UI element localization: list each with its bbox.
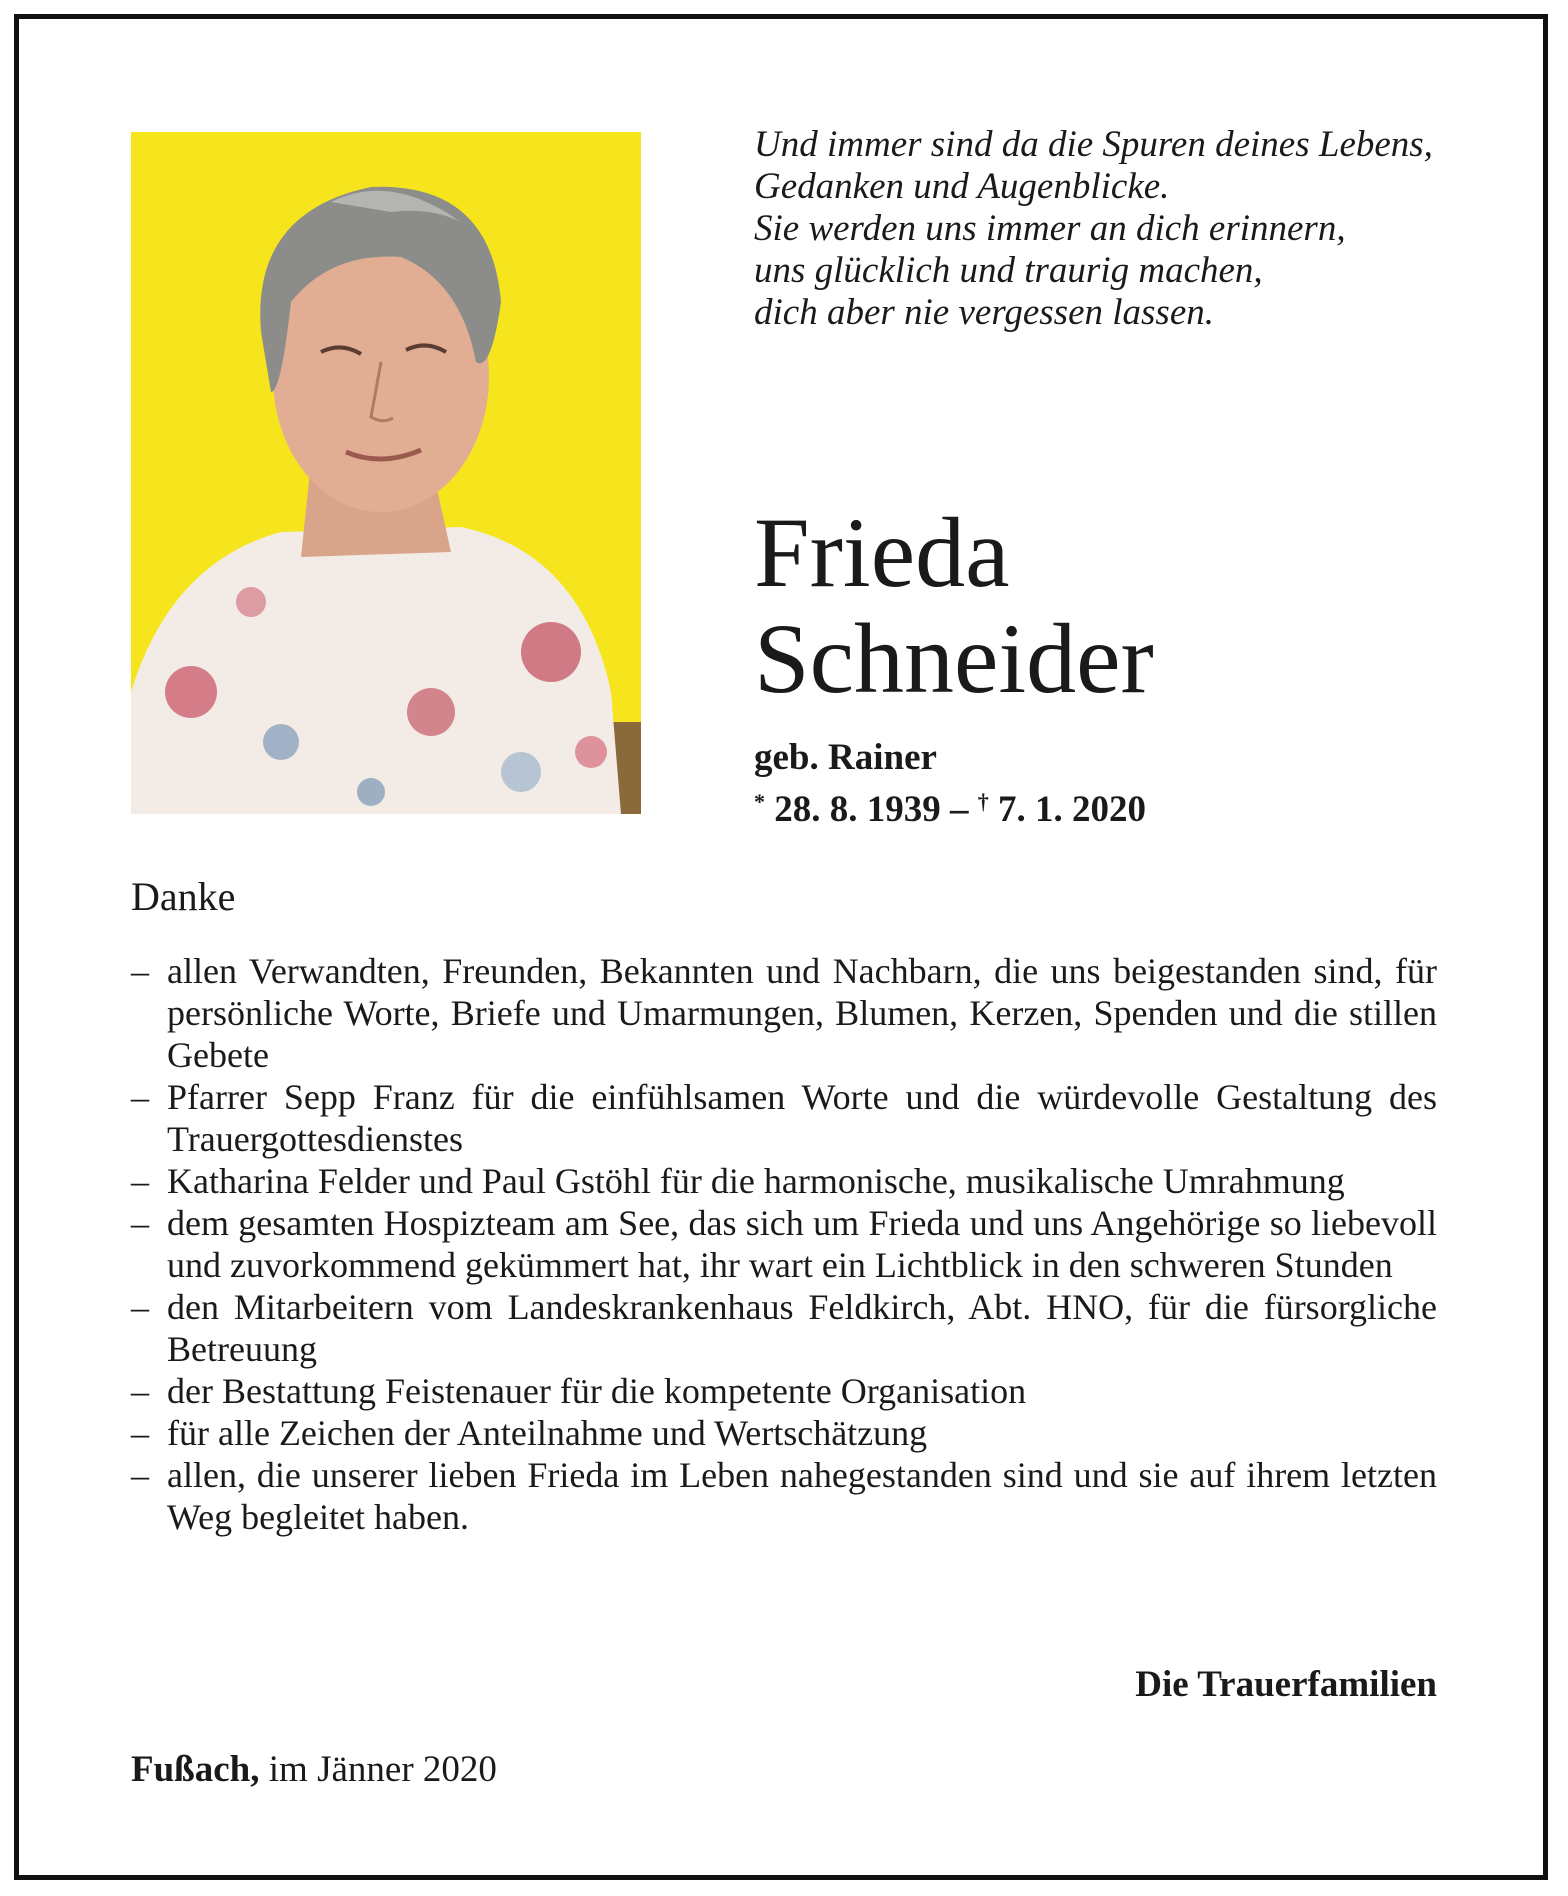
list-item: [131, 1076, 1437, 1160]
verse-line: Und immer sind da die Spuren deines Lebens,: [754, 124, 1433, 165]
last-name: Schneider: [754, 603, 1154, 714]
list-item: [131, 950, 1437, 1076]
list-item: [131, 1454, 1437, 1538]
dash-bullet: –: [131, 1371, 149, 1411]
dash-bullet: –: [131, 1287, 149, 1327]
list-item-text: Pfarrer Sepp Franz für die einfühlsamen Worte und die würdevolle Gestaltung des Trauergottesdienstes: [167, 1077, 1437, 1159]
birth-name: geb. Rainer: [754, 737, 937, 778]
list-item: [131, 1286, 1437, 1370]
portrait-photo: [131, 132, 641, 814]
birth-date: 28. 8. 1939: [774, 789, 941, 830]
deceased-name: [754, 497, 1154, 714]
verse-line: uns glücklich und traurig machen,: [754, 250, 1263, 291]
verse-line: Gedanken und Augenblicke.: [754, 166, 1170, 207]
date-text: im Jänner 2020: [268, 1749, 497, 1790]
memorial-verse: [754, 124, 1514, 334]
verse-line: Sie werden uns immer an dich erinnern,: [754, 208, 1346, 249]
family-signature: Die Trauerfamilien: [1135, 1664, 1437, 1705]
dash-bullet: –: [131, 1455, 149, 1495]
place-and-date: [131, 1748, 497, 1792]
list-item-text: für alle Zeichen der Anteilnahme und Wertschätzung: [167, 1413, 928, 1453]
birth-symbol: *: [754, 789, 765, 814]
portrait-illustration: [131, 132, 641, 814]
list-item: [131, 1160, 1437, 1202]
list-item-text: den Mitarbeitern vom Landeskrankenhaus Feldkirch, Abt. HNO, für die fürsorgliche Betreuung: [167, 1287, 1437, 1369]
list-item-text: der Bestattung Feistenauer für die kompetente Organisation: [167, 1371, 1027, 1411]
list-item: [131, 1412, 1437, 1454]
list-item-text: dem gesamten Hospizteam am See, das sich um Frieda und uns Angehörige so liebevoll und zuvorkommend gekümmert hat, ihr wart ein Lichtblick in den schweren Stunden: [167, 1203, 1437, 1285]
death-date: 7. 1. 2020: [998, 789, 1146, 830]
first-name: Frieda: [754, 497, 1010, 608]
death-symbol: †: [977, 789, 989, 814]
list-item: [131, 1202, 1437, 1286]
verse-line: dich aber nie vergessen lassen.: [754, 292, 1214, 333]
dash-bullet: –: [131, 1203, 149, 1243]
life-dates: [754, 780, 1146, 832]
list-item-text: allen Verwandten, Freunden, Bekannten und Nachbarn, die uns beigestanden sind, für persönliche Worte, Briefe und Umarmungen, Blumen, Kerzen, Spenden und die stillen Gebete: [167, 951, 1437, 1075]
list-item-text: allen, die unserer lieben Frieda im Leben nahegestanden sind und sie auf ihrem letzten Weg begleitet haben.: [167, 1455, 1437, 1537]
list-item-text: Katharina Felder und Paul Gstöhl für die harmonische, musikalische Umrahmung: [167, 1161, 1345, 1201]
dash-bullet: –: [131, 1413, 149, 1453]
thanks-list: [131, 950, 1437, 1538]
town: Fußach,: [131, 1749, 260, 1790]
dash-bullet: –: [131, 951, 149, 991]
thanks-heading: Danke: [131, 874, 236, 919]
list-item: [131, 1370, 1437, 1412]
dash-bullet: –: [131, 1161, 149, 1201]
date-separator: –: [940, 789, 978, 830]
dash-bullet: –: [131, 1077, 149, 1117]
